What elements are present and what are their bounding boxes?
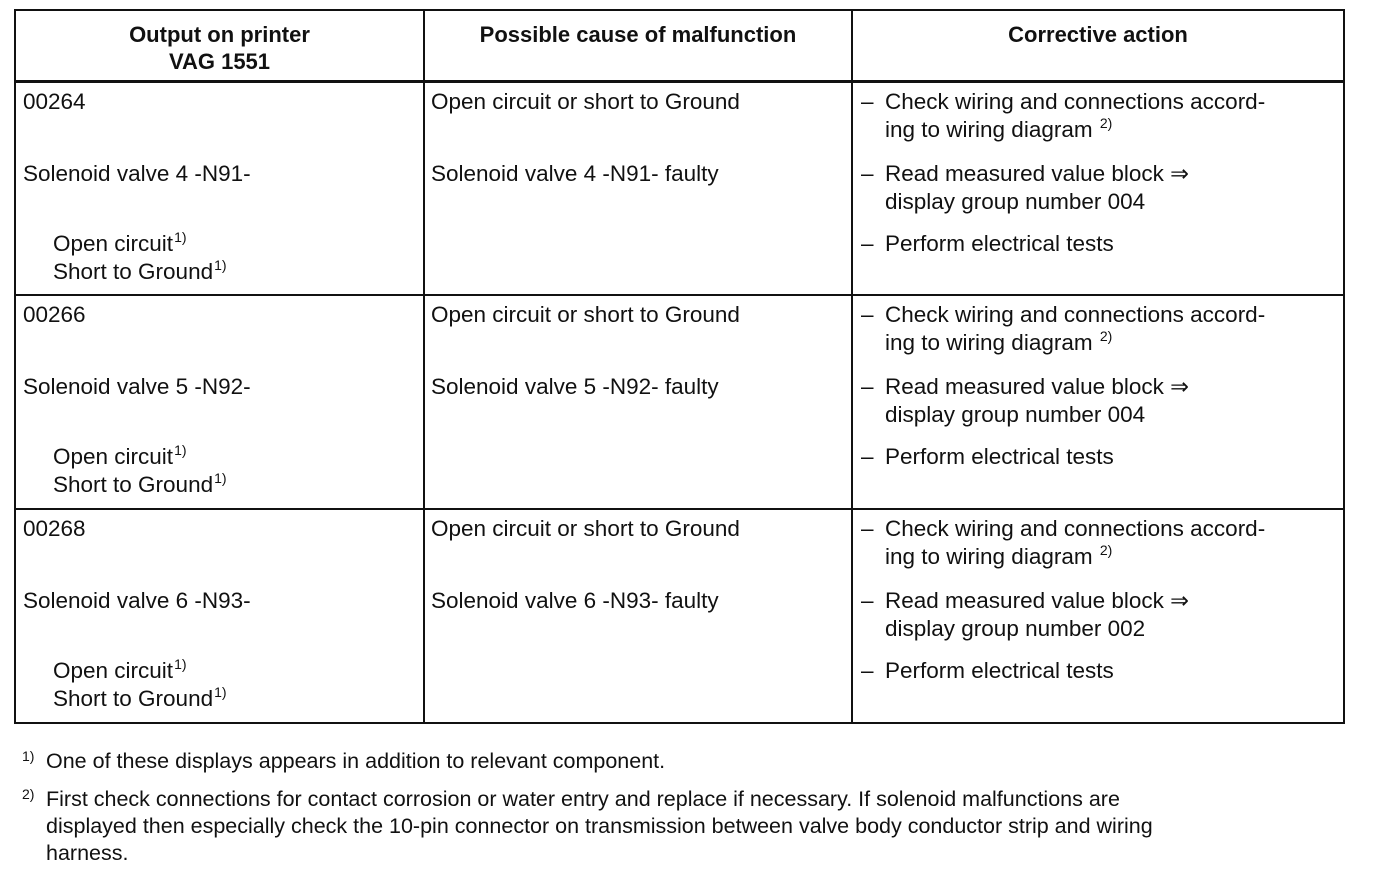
action-text: display group number 004	[885, 188, 1146, 214]
footnote-ref: 1)	[174, 442, 187, 458]
output-cell	[15, 81, 424, 295]
footnote-mark: 1)	[22, 748, 35, 764]
header-text: VAG 1551	[168, 49, 271, 74]
dash-bullet: –	[861, 160, 874, 186]
action-item	[861, 160, 1333, 216]
mode-short-to-ground: Short to Ground	[53, 258, 214, 284]
action-text: Check wiring and connections accord-	[885, 516, 1266, 541]
action-text: Read measured value block ⇒	[885, 160, 1190, 186]
action-item	[861, 88, 1333, 144]
component-name: Solenoid valve 5 -N92-	[23, 374, 251, 399]
action-item	[861, 587, 1333, 643]
fault-code: 00268	[23, 516, 86, 541]
action-text: display group number 002	[885, 616, 1146, 641]
footnote-2	[22, 786, 1322, 867]
mode-open-circuit: Open circuit	[53, 658, 174, 683]
action-cell	[852, 81, 1344, 295]
fault-modes	[16, 657, 423, 713]
mode-short-to-ground: Short to Ground	[53, 472, 214, 497]
footnote-text: harness.	[46, 841, 129, 865]
header-output-on-printer	[15, 10, 424, 81]
dash-bullet: –	[861, 588, 874, 613]
cause-text: Solenoid valve 5 -N92- faulty	[431, 374, 719, 399]
footnote-text: displayed then especially check the 10-pin connector on transmission between valve body conductor strip and wiring	[46, 814, 1153, 838]
action-item	[861, 515, 1333, 571]
footnote-ref: 2)	[1099, 542, 1113, 558]
dash-bullet: –	[861, 230, 874, 256]
action-item	[861, 373, 1333, 429]
dash-bullet: –	[861, 444, 874, 469]
dash-bullet: –	[861, 374, 874, 399]
action-text: Perform electrical tests	[885, 230, 1114, 256]
fault-table	[14, 9, 1345, 724]
table-header-row	[15, 10, 1344, 81]
dash-bullet: –	[861, 88, 874, 114]
output-cell	[15, 509, 424, 723]
mode-short-to-ground: Short to Ground	[53, 686, 214, 711]
cause-cell	[424, 295, 852, 509]
action-text: display group number 004	[885, 402, 1146, 427]
dash-bullet: –	[861, 516, 874, 541]
action-text: Perform electrical tests	[885, 444, 1114, 469]
output-cell	[15, 295, 424, 509]
footnote-ref: 1)	[214, 470, 227, 486]
cause-text: Solenoid valve 6 -N93- faulty	[431, 588, 719, 613]
header-possible-cause	[424, 10, 852, 81]
footnote-ref: 1)	[174, 228, 187, 245]
cause-text: Open circuit or short to Ground	[431, 302, 740, 327]
footnote-mark: 2)	[22, 786, 35, 802]
action-text: Read measured value block ⇒	[885, 588, 1190, 613]
dash-bullet: –	[861, 302, 874, 327]
header-text: Corrective action	[1008, 22, 1188, 47]
action-item	[861, 301, 1333, 357]
cause-cell	[424, 81, 852, 295]
action-text: Perform electrical tests	[885, 658, 1114, 683]
cause-text: Open circuit or short to Ground	[431, 516, 740, 541]
footnote-ref: 2)	[1099, 114, 1113, 131]
mode-open-circuit: Open circuit	[53, 444, 174, 469]
component-name: Solenoid valve 6 -N93-	[23, 588, 251, 613]
action-cell	[852, 509, 1344, 723]
action-item	[861, 230, 1333, 258]
footnote-text: First check connections for contact corrosion or water entry and replace if necessary. If solenoid malfunctions are	[46, 787, 1120, 811]
table-row	[15, 295, 1344, 509]
action-text: Read measured value block ⇒	[885, 374, 1190, 399]
fault-modes	[16, 443, 423, 499]
table-row	[15, 509, 1344, 723]
action-item	[861, 657, 1333, 685]
footnote-text: One of these displays appears in addition to relevant component.	[46, 749, 666, 773]
footnote-ref: 1)	[174, 656, 187, 672]
component-name: Solenoid valve 4 -N91-	[23, 160, 251, 186]
action-text: ing to wiring diagram	[885, 544, 1093, 569]
action-cell	[852, 295, 1344, 509]
fault-code: 00264	[23, 88, 86, 114]
action-text: ing to wiring diagram	[885, 116, 1093, 142]
fault-code: 00266	[23, 302, 86, 327]
header-corrective-action	[852, 10, 1344, 81]
fault-modes	[16, 230, 423, 286]
mode-open-circuit: Open circuit	[53, 230, 174, 256]
action-text: Check wiring and connections accord-	[885, 302, 1266, 327]
cause-text: Solenoid valve 4 -N91- faulty	[431, 160, 719, 186]
footnote-1	[22, 748, 1322, 775]
action-text: ing to wiring diagram	[885, 330, 1093, 355]
action-item	[861, 443, 1333, 471]
footnote-ref: 1)	[214, 256, 227, 273]
table-row	[15, 81, 1344, 295]
action-text: Check wiring and connections accord-	[885, 88, 1266, 114]
footnotes	[22, 748, 1322, 867]
cause-cell	[424, 509, 852, 723]
header-text: Output on printer	[129, 22, 310, 47]
cause-text: Open circuit or short to Ground	[431, 88, 740, 114]
dash-bullet: –	[861, 658, 874, 683]
footnote-ref: 1)	[214, 684, 227, 700]
header-text: Possible cause of malfunction	[479, 22, 797, 47]
footnote-ref: 2)	[1099, 328, 1113, 344]
